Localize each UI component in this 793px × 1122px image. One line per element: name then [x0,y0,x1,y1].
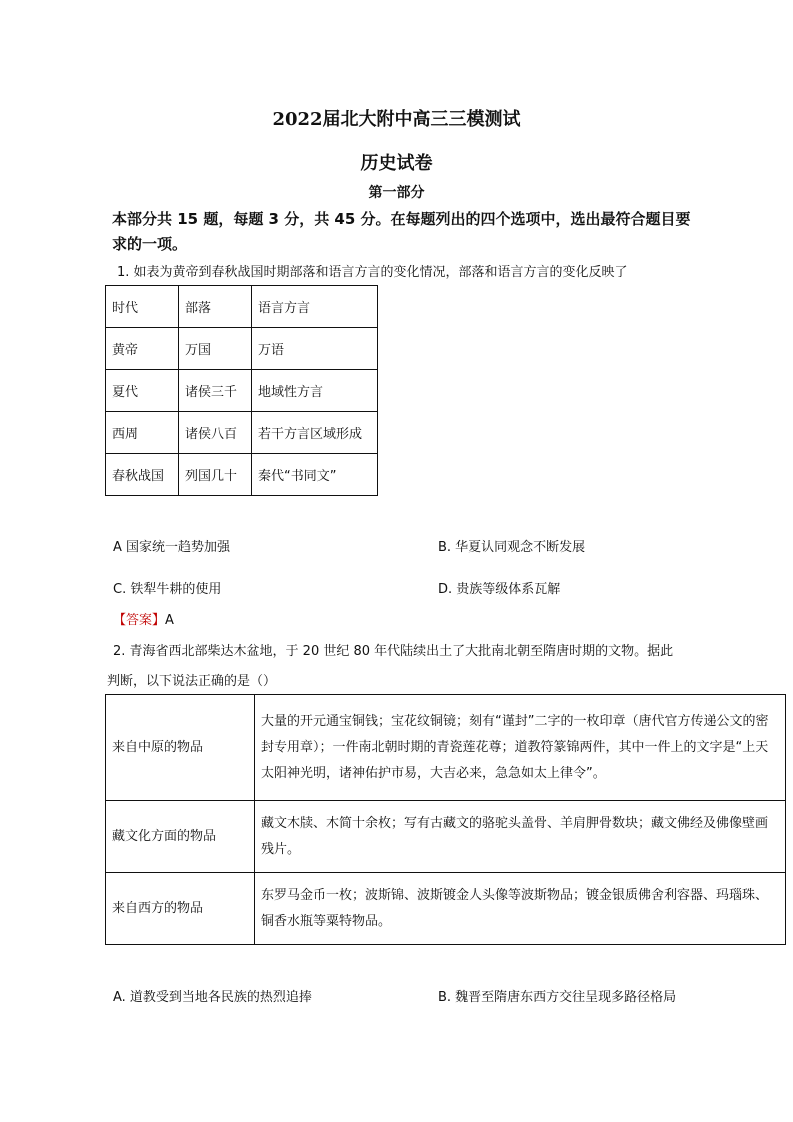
table-header-cell: 时代 [106,286,179,328]
table-cell: 地域性方言 [252,370,378,412]
q1-option-d: D. 贵族等级体系瓦解 [438,582,561,597]
answer-value: A [165,613,174,628]
table-cell: 藏文木牍、木简十余枚；写有古藏文的骆驼头盖骨、羊肩胛骨数块；藏文佛经及佛像壁画残片。 [255,801,786,873]
q2-table [105,694,786,945]
instructions-line-1: 本部分共 15 题，每题 3 分，共 45 分。在每题列出的四个选项中，选出最符合题目要 [112,210,691,228]
table-header-cell: 部落 [179,286,252,328]
table-row [106,801,786,873]
q2-stem-line-2: 判断，以下说法正确的是（） [107,674,277,689]
q2-stem-line-1: 2. 青海省西北部柴达木盆地，于 20 世纪 80 年代陆续出土了大批南北朝至隋唐时期的文物。据此 [113,644,674,659]
table-cell: 夏代 [106,370,179,412]
q1-table [105,285,378,496]
instructions-line-2: 求的一项。 [112,235,188,253]
table-cell: 若干方言区域形成 [252,412,378,454]
q1-option-b: B. 华夏认同观念不断发展 [438,540,586,555]
table-row [106,412,378,454]
table-row [106,695,786,801]
q1-option-a: A 国家统一趋势加强 [113,540,231,555]
q1-option-c: C. 铁犁牛耕的使用 [113,582,222,597]
table-cell: 万国 [179,328,252,370]
table-cell: 来自中原的物品 [106,695,255,801]
table-cell: 藏文化方面的物品 [106,801,255,873]
table-cell: 秦代“书同文” [252,454,378,496]
table-row [106,873,786,945]
table-cell: 万语 [252,328,378,370]
table-cell: 黄帝 [106,328,179,370]
table-cell: 来自西方的物品 [106,873,255,945]
table-cell: 春秋战国 [106,454,179,496]
q1-answer [113,609,174,628]
q2-option-b: B. 魏晋至隋唐东西方交往呈现多路径格局 [438,990,677,1005]
table-row [106,370,378,412]
q1-stem: 1. 如表为黄帝到春秋战国时期部落和语言方言的变化情况，部落和语言方言的变化反映了 [117,265,628,280]
table-cell: 西周 [106,412,179,454]
table-cell: 诸侯八百 [179,412,252,454]
table-cell: 大量的开元通宝铜钱；宝花纹铜镜；刻有“谨封”二字的一枚印章（唐代官方传递公文的密封专用章）；一件南北朝时期的青瓷莲花尊；道教符篆锦两件，其中一件上的文字是“上天太阳神光明，诸神佑护市易，大吉必来，急急如太上律令”。 [255,695,786,801]
table-cell: 东罗马金币一枚；波斯锦、波斯镀金人头像等波斯物品；镀金银质佛舍利容器、玛瑙珠、铜香水瓶等粟特物品。 [255,873,786,945]
table-cell: 列国几十 [179,454,252,496]
table-cell: 诸侯三千 [179,370,252,412]
table-row [106,328,378,370]
exam-title: 2022届北大附中高三三模测试 [272,109,521,130]
section-heading: 第一部分 [368,185,425,201]
table-header-cell: 语言方言 [252,286,378,328]
subject-title: 历史试卷 [360,153,433,174]
table-row [106,454,378,496]
q2-option-a: A. 道教受到当地各民族的热烈追捧 [113,990,312,1005]
answer-label: 【答案】 [113,613,166,628]
table-header-row [106,286,378,328]
